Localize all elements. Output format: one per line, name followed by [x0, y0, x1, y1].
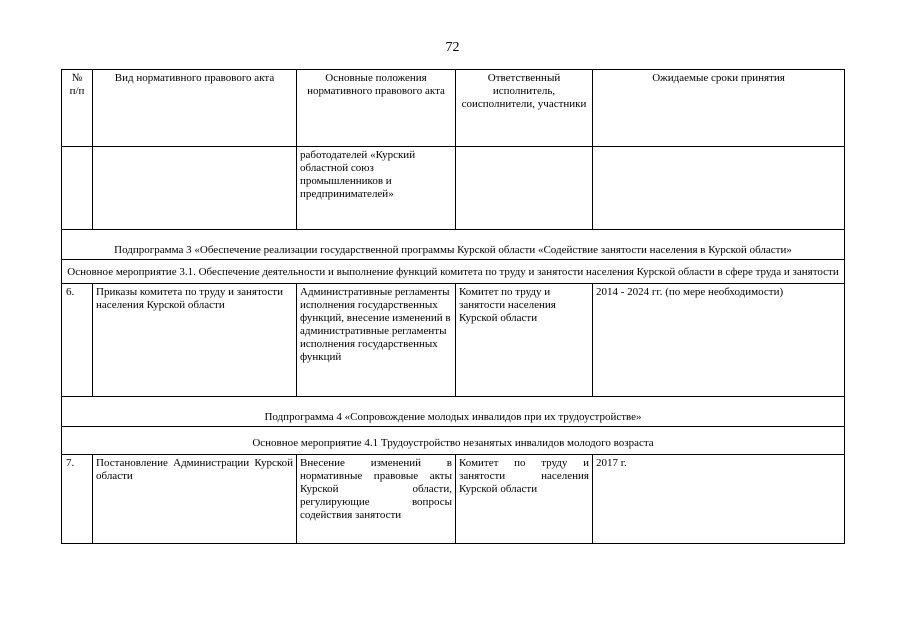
- row-7-act-type: Постановление Администрации Курской области: [93, 455, 297, 544]
- row-7-responsible: Комитет по труду и занятости населения Курской области: [456, 455, 593, 544]
- table-header-row: [62, 70, 845, 147]
- measure-3-1: Основное мероприятие 3.1. Обеспечение деятельности и выполнение функций комитета по труду и занятости населения Курской области в сфере труда и занятости: [62, 260, 845, 284]
- table-row: [62, 455, 845, 544]
- row-6-terms: 2014 - 2024 гг. (по мере необходимости): [593, 284, 845, 397]
- measure-4-1-row: [62, 427, 845, 455]
- page-number: 72: [445, 40, 460, 55]
- cell-responsible: [456, 147, 593, 230]
- row-6-provisions: Административные регламенты исполнения государственных функций, внесение изменений в административные регламенты исполнения государственных функций: [297, 284, 456, 397]
- header-terms: Ожидаемые сроки принятия: [593, 70, 845, 147]
- header-num: № п/п: [62, 70, 93, 147]
- cell-provisions: работодателей «Курский областной союз промышленников и предпринимателей»: [297, 147, 456, 230]
- cell-act-type: [93, 147, 297, 230]
- row-6-act-type: Приказы комитета по труду и занятости населения Курской области: [93, 284, 297, 397]
- table-row: [62, 147, 845, 230]
- subprogram-3-title-row: [62, 230, 845, 260]
- cell-terms: [593, 147, 845, 230]
- subprogram-4-title: Подпрограмма 4 «Сопровождение молодых инвалидов при их трудоустройстве»: [62, 397, 845, 427]
- row-6-num: 6.: [62, 284, 93, 397]
- subprogram-3-title: Подпрограмма 3 «Обеспечение реализации государственной программы Курской области «Содействие занятости населения в Курской области»: [62, 230, 845, 260]
- table-row: [62, 284, 845, 397]
- row-6-responsible: Комитет по труду и занятости населения Курской области: [456, 284, 593, 397]
- header-provisions: Основные положения нормативного правового акта: [297, 70, 456, 147]
- row-7-provisions: Внесение изменений в нормативные правовые акты Курской области, регулирующие вопросы содействия занятости: [297, 455, 456, 544]
- row-7-terms: 2017 г.: [593, 455, 845, 544]
- header-responsible: Ответственный исполнитель, соисполнители, участники: [456, 70, 593, 147]
- subprogram-4-title-row: [62, 397, 845, 427]
- legal-acts-table: [61, 69, 845, 544]
- measure-3-1-row: [62, 260, 845, 284]
- row-7-num: 7.: [62, 455, 93, 544]
- measure-4-1: Основное мероприятие 4.1 Трудоустройство незанятых инвалидов молодого возраста: [62, 427, 845, 455]
- cell-num: [62, 147, 93, 230]
- header-act-type: Вид нормативного правового акта: [93, 70, 297, 147]
